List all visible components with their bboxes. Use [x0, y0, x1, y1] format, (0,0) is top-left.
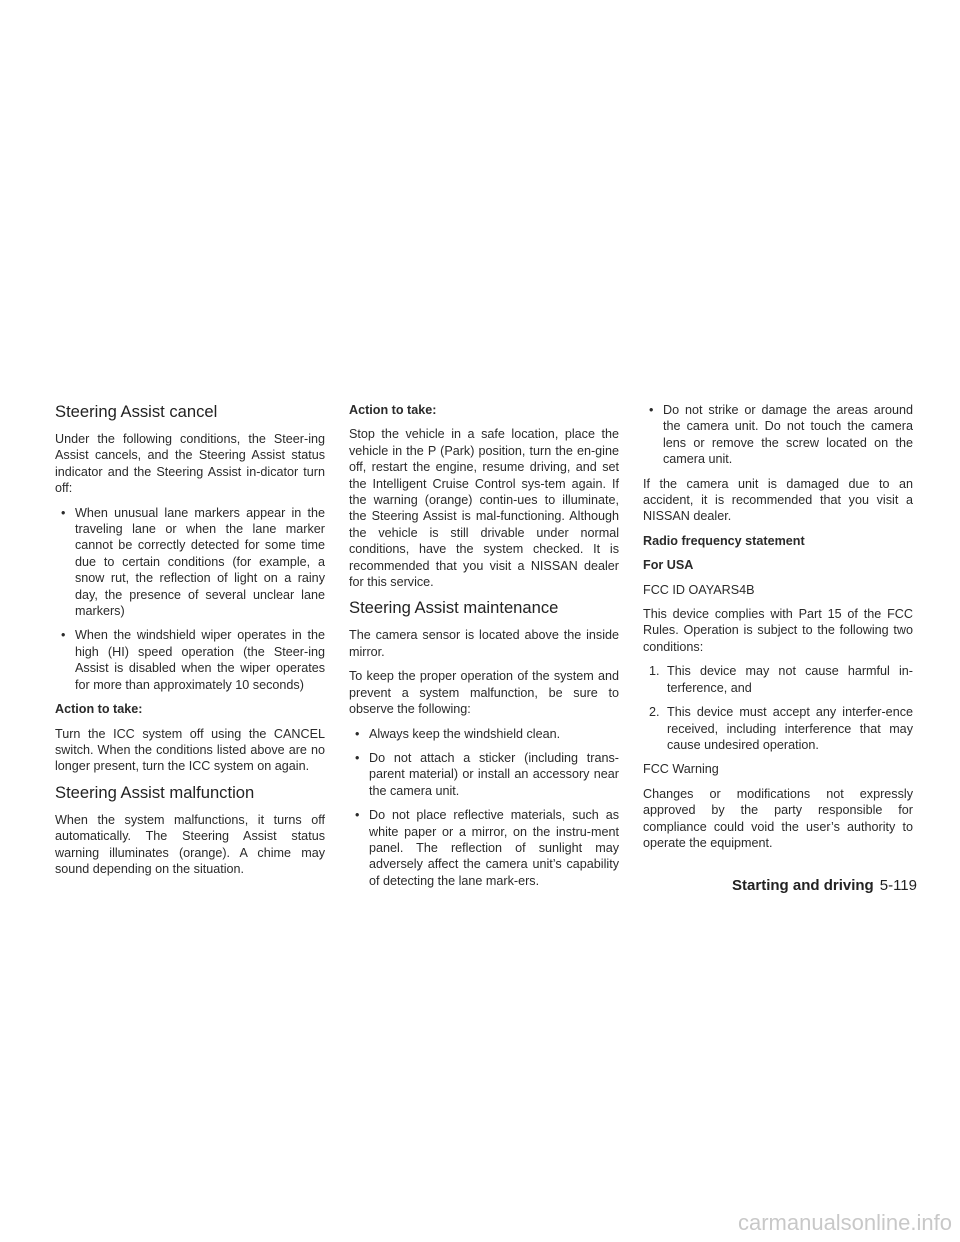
list-item — [643, 402, 913, 468]
column-right — [643, 402, 913, 859]
list-item-text: This device may not cause harmful in-terference, and — [667, 664, 913, 695]
camera-sensor-paragraph: The camera sensor is located above the inside mirror. — [349, 628, 619, 659]
list-item — [55, 627, 325, 693]
page-number: 5-119 — [879, 877, 917, 894]
cancel-conditions-list — [55, 505, 325, 693]
keep-operation-paragraph: To keep the proper operation of the system and prevent a system malfunction, be sure to observe the following: — [349, 669, 619, 717]
column-left — [55, 402, 325, 885]
list-item — [349, 750, 619, 799]
list-item — [643, 663, 913, 696]
action-to-take-label: Action to take: — [55, 702, 143, 717]
heading-steering-assist-cancel: Steering Assist cancel — [55, 402, 218, 421]
bullet-icon: • — [355, 808, 360, 823]
fcc-changes-paragraph: Changes or modifications not expressly approved by the party responsible for compliance could void the user’s authority to operate the equipment. — [643, 786, 913, 850]
fcc-id-paragraph: FCC ID OAYARS4B — [643, 582, 755, 597]
fcc-conditions-list — [643, 663, 913, 753]
cancel-action-paragraph: Turn the ICC system off using the CANCEL switch. When the conditions listed above are no longer present, turn the ICC system on again. — [55, 726, 325, 774]
list-item-text: Always keep the windshield clean. — [369, 726, 561, 741]
action-to-take-label: Action to take: — [349, 403, 437, 417]
fcc-warning-label: FCC Warning — [643, 762, 719, 777]
fcc-complies-paragraph: This device complies with Part 15 of the FCC Rules. Operation is subject to the following two conditions: — [643, 607, 913, 654]
camera-damaged-paragraph: If the camera unit is damaged due to an accident, it is recommended that you visit a NISSAN dealer. — [643, 476, 913, 524]
list-item — [643, 704, 913, 753]
for-usa-label: For USA — [643, 558, 694, 573]
column-middle — [349, 402, 619, 897]
maintenance-list-continued — [643, 402, 913, 468]
bullet-icon: • — [355, 750, 360, 765]
list-item-text: Do not attach a sticker (including trans-parent material) or install an accessory near the camera unit. — [369, 750, 619, 798]
radio-frequency-label: Radio frequency statement — [643, 533, 805, 548]
list-number: 2. — [649, 705, 660, 720]
cancel-intro-paragraph: Under the following conditions, the Steer-ing Assist cancels, and the Steering Assist status indicator and the Steering Assist in-dicator turn off: — [55, 432, 325, 496]
heading-steering-assist-maintenance: Steering Assist maintenance — [349, 598, 559, 618]
list-item-text: This device must accept any interfer-ence received, including interference that may cause undesired operation. — [667, 705, 913, 752]
bullet-icon: • — [649, 403, 654, 417]
list-item-text: Do not strike or damage the areas around the camera unit. Do not touch the camera lens or remove the screw located on the camera unit. — [663, 403, 913, 467]
malfunction-paragraph: When the system malfunctions, it turns off automatically. The Steering Assist status warning illuminates (orange). A chime may sound depending on the situation. — [55, 812, 325, 876]
list-item — [55, 505, 325, 620]
list-item — [349, 807, 619, 889]
bullet-icon: • — [355, 726, 360, 741]
list-item-text: Do not place reflective materials, such as white paper or a mirror, on the instru-ment panel. The reflection of sunlight may adversely affect the camera unit’s capability of detecting the lane mark-ers. — [369, 808, 619, 888]
bullet-icon: • — [61, 628, 66, 643]
maintenance-list — [349, 726, 619, 890]
page-footer — [732, 876, 917, 896]
footer-section-title: Starting and driving — [732, 877, 874, 894]
heading-steering-assist-malfunction: Steering Assist malfunction — [55, 782, 255, 802]
bullet-icon: • — [61, 505, 66, 520]
list-item — [349, 726, 619, 742]
list-number: 1. — [649, 664, 660, 679]
list-item-text: When the windshield wiper operates in the high (HI) speed operation (the Steer-ing Assist is disabled when the wiper operates for more than approximately 10 seconds) — [75, 628, 325, 692]
list-item-text: When unusual lane markers appear in the traveling lane or when the lane marker cannot be correctly detected for some time due to certain conditions (for example, a snow rut, the reflection of light on a rainy day, the presence of several unclear lane markers) — [75, 505, 325, 619]
malfunction-action-paragraph: Stop the vehicle in a safe location, place the vehicle in the P (Park) position, turn the en-gine off, restart the engine, resume driving, and set the Intelligent Cruise Control sys-tem again. If the warning (orange) contin-ues to illuminate, the Steering Assist is mal-functioning. Although the vehicle is still drivable under normal conditions, have the system checked. It is recommended that you visit a NISSAN dealer for this service. — [349, 427, 619, 590]
watermark: carmanualsonline.info — [737, 1210, 952, 1235]
